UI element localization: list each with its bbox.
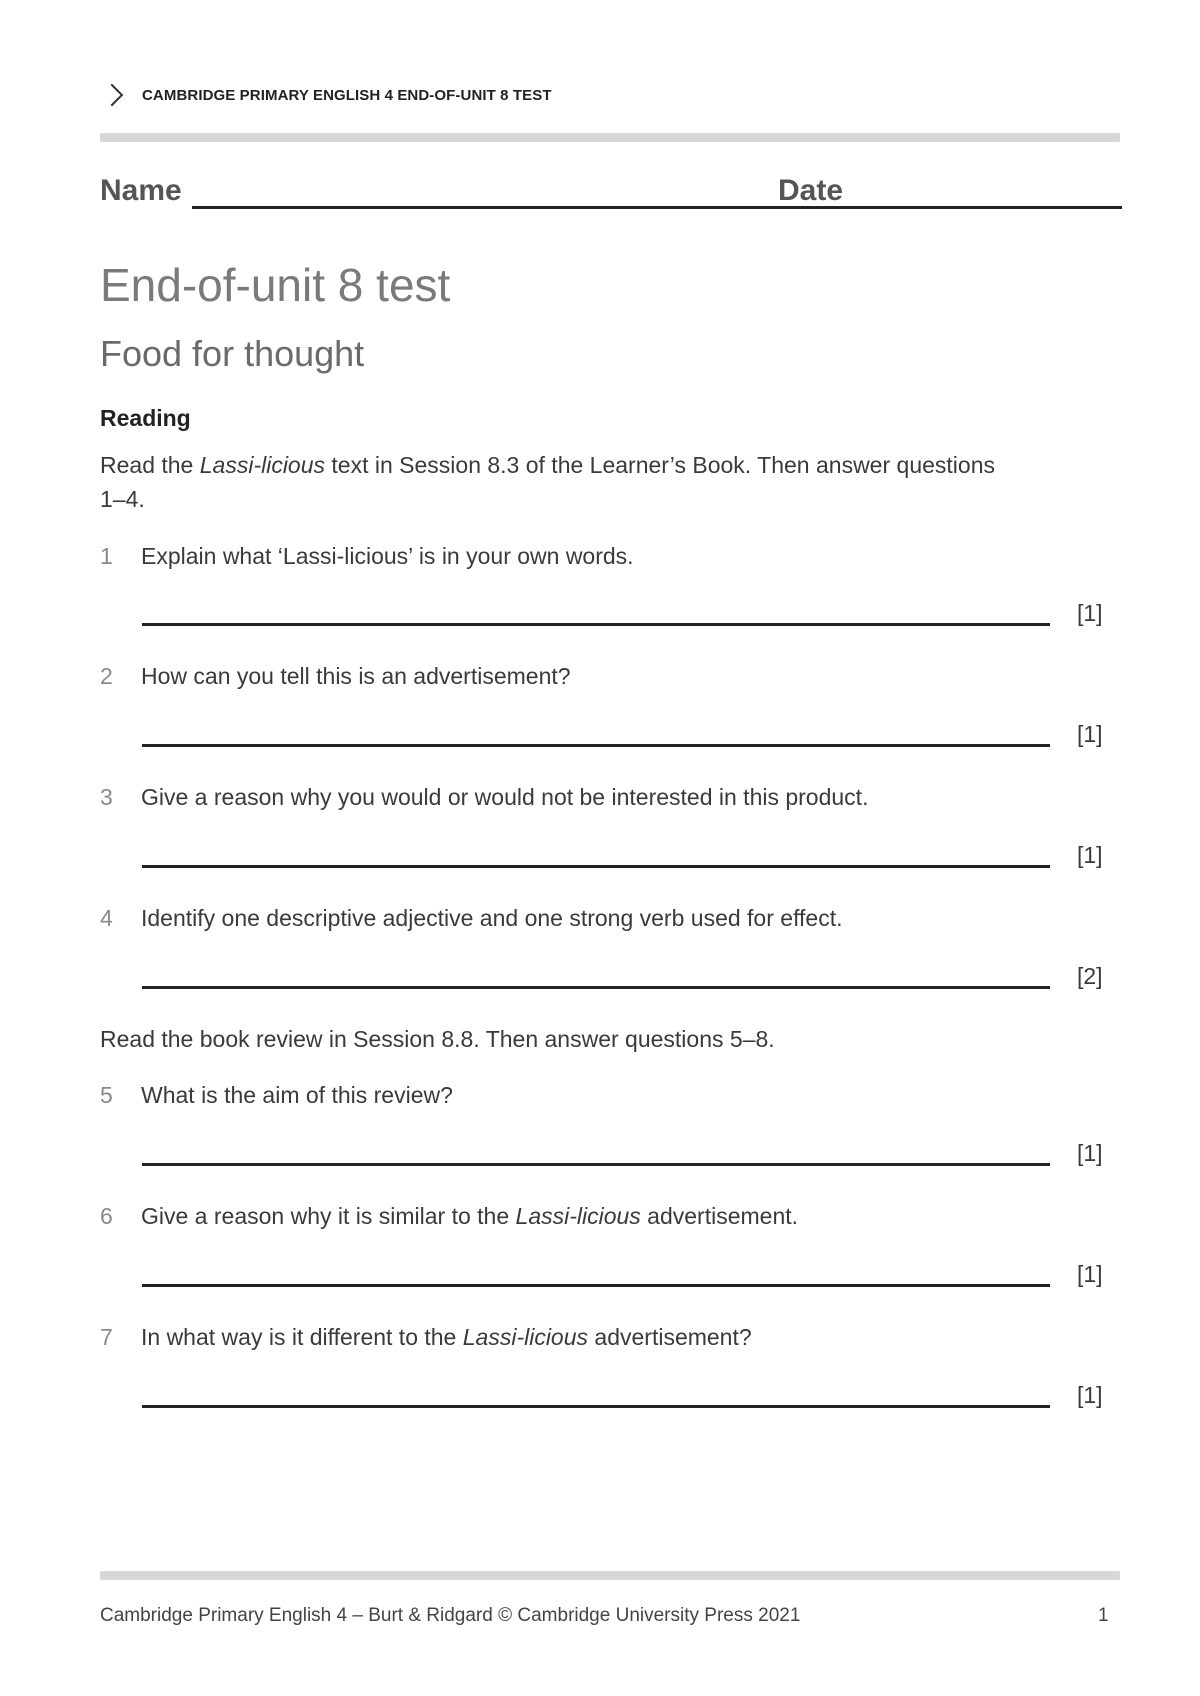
- question-number: 7: [100, 1324, 113, 1350]
- running-header: [100, 80, 552, 110]
- question-number: 5: [100, 1082, 113, 1108]
- question-text: How can you tell this is an advertisement?: [141, 663, 571, 689]
- question-text: Explain what ‘Lassi-licious’ is in your own words.: [141, 543, 634, 569]
- answer-line[interactable]: [142, 1405, 1050, 1408]
- answer-line[interactable]: [142, 986, 1050, 989]
- date-label: Date: [778, 174, 844, 207]
- mark-label: [1]: [1077, 1261, 1103, 1287]
- intro-paragraph-1: [100, 448, 1000, 516]
- mark-label: [1]: [1077, 1382, 1103, 1408]
- question-number: 4: [100, 905, 113, 931]
- page-subtitle: Food for thought: [100, 333, 365, 374]
- intro-text: text in Session 8.3 of the Learner’s Book. Then answer questions 1–4.: [100, 452, 995, 512]
- page-title: End-of-unit 8 test: [100, 259, 451, 311]
- answer-line[interactable]: [142, 1163, 1050, 1166]
- intro-paragraph-2: Read the book review in Session 8.8. Then answer questions 5–8.: [100, 1026, 775, 1052]
- question-text-part: advertisement.: [640, 1203, 799, 1229]
- question-italic: Lassi-licious: [462, 1324, 589, 1350]
- date-field[interactable]: [854, 206, 1122, 209]
- question-text: Give a reason why you would or would not be interested in this product.: [141, 784, 869, 810]
- answer-line[interactable]: [142, 744, 1050, 747]
- intro-text: Read the: [100, 452, 200, 478]
- question-number: 1: [100, 543, 113, 569]
- mark-label: [1]: [1077, 721, 1103, 747]
- answer-line[interactable]: [142, 865, 1050, 868]
- question-text-part: Give a reason why it is similar to the: [141, 1203, 516, 1229]
- bottom-divider: [100, 1571, 1120, 1580]
- question-number: 6: [100, 1203, 113, 1229]
- intro-italic: Lassi-licious: [199, 452, 326, 478]
- mark-label: [1]: [1077, 842, 1103, 868]
- answer-line[interactable]: [142, 1284, 1050, 1287]
- question-italic: Lassi-licious: [515, 1203, 641, 1229]
- question-text: [141, 1324, 752, 1351]
- name-field[interactable]: [192, 206, 858, 209]
- question-text-part: advertisement?: [588, 1324, 752, 1350]
- name-date-row: [100, 170, 1122, 214]
- question-text: Identify one descriptive adjective and one strong verb used for effect.: [141, 905, 843, 931]
- page-number: 1: [1098, 1605, 1109, 1626]
- section-heading: Reading: [100, 405, 191, 431]
- top-divider: [100, 133, 1120, 142]
- name-label: Name: [100, 174, 182, 207]
- chevron-right-icon: [101, 84, 124, 107]
- mark-label: [1]: [1077, 600, 1103, 626]
- header-text: CAMBRIDGE PRIMARY ENGLISH 4 END-OF-UNIT 8 TEST: [142, 86, 552, 104]
- question-text: [141, 1203, 798, 1230]
- question-text: What is the aim of this review?: [141, 1082, 453, 1108]
- question-number: 2: [100, 663, 113, 689]
- mark-label: [2]: [1077, 963, 1103, 989]
- question-number: 3: [100, 784, 113, 810]
- question-text-part: In what way is it different to the: [141, 1324, 463, 1350]
- mark-label: [1]: [1077, 1140, 1103, 1166]
- answer-line[interactable]: [142, 623, 1050, 626]
- footer-text: Cambridge Primary English 4 – Burt & Ridgard © Cambridge University Press 2021: [100, 1605, 801, 1626]
